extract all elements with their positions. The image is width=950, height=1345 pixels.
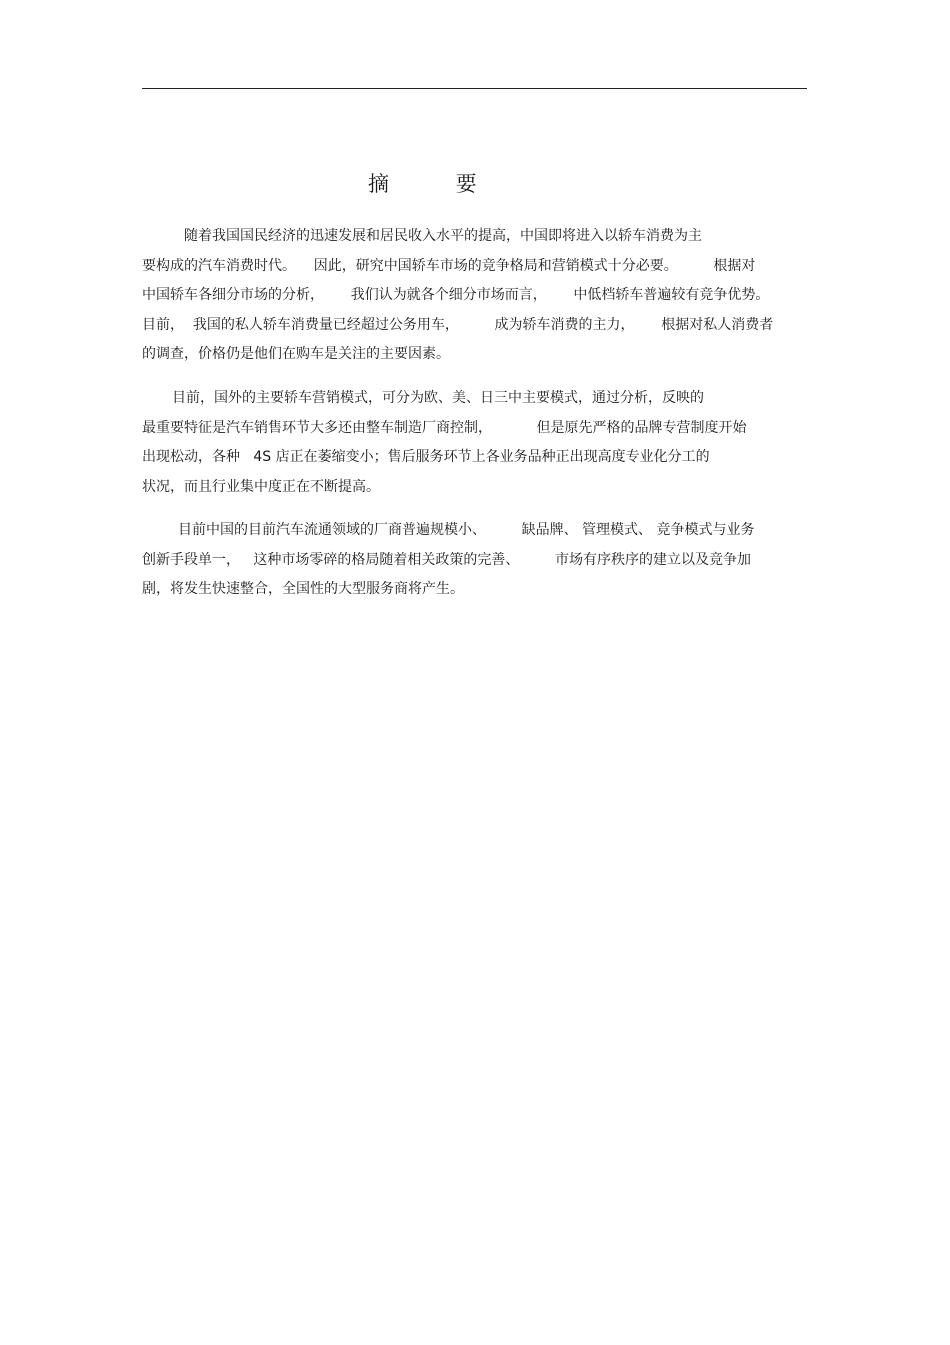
header-rule [142,88,807,89]
paragraph-line: 随着我国国民经济的迅速发展和居民收入水平的提高，中国即将进入以轿车消费为主 [184,228,702,244]
page-title: 摘 要 [368,172,507,196]
paragraph-line: 要构成的汽车消费时代。 因此，研究中国轿车市场的竞争格局和营销模式十分必要。 根据对 [142,258,756,274]
paragraph-line: 的调查，价格仍是他们在购车是关注的主要因素。 [142,346,450,362]
paragraph-line: 创新手段单一， 这种市场零碎的格局随着相关政策的完善、 市场有序秩序的建立以及竞争加 [142,552,751,568]
paragraph-line: 目前， 我国的私人轿车消费量已经超过公务用车， 成为轿车消费的主力， 根据对私人消费者 [142,317,774,333]
paragraph-line: 目前中国的目前汽车流通领域的厂商普遍规模小、 缺品牌、 管理模式、 竞争模式与业务 [178,522,755,538]
paragraph-line: 状况，而且行业集中度正在不断提高。 [142,479,380,495]
paragraph-line: 最重要特征是汽车销售环节大多还由整车制造厂商控制， 但是原先严格的品牌专营制度开始 [142,420,747,436]
paragraph-line: 剧，将发生快速整合，全国性的大型服务商将产生。 [142,581,464,597]
paragraph-line: 出现松动，各种 4S 店正在萎缩变小；售后服务环节上各业务品种正出现高度专业化分工的 [142,449,710,465]
paragraph-line: 目前，国外的主要轿车营销模式，可分为欧、美、日三中主要模式，通过分析，反映的 [172,390,704,406]
paragraph-line: 中国轿车各细分市场的分析， 我们认为就各个细分市场而言， 中低档轿车普遍较有竞争优势。 [142,287,770,303]
